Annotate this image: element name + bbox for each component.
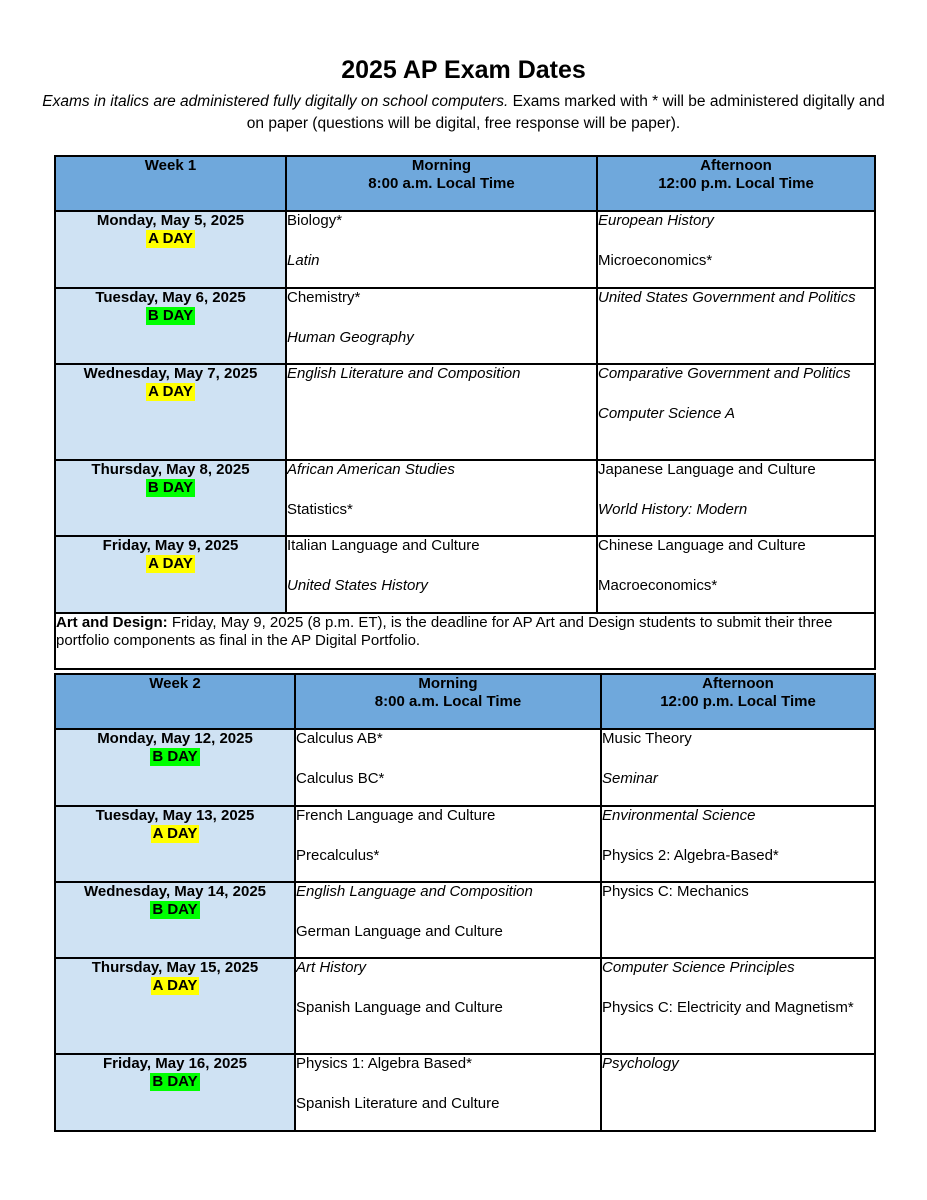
exam-date: Thursday, May 8, 2025 [91,461,250,478]
exam-name: Physics C: Electricity and Magnetism* [602,999,854,1016]
schedule-row [55,460,875,536]
morning-exams-cell [295,958,601,1054]
exam-name: Microeconomics* [598,252,713,269]
afternoon-exams-cell [597,364,875,460]
afternoon-title: Afternoon [700,157,772,174]
schedule-row [55,806,875,882]
afternoon-exams-cell [601,882,875,958]
page-title: 2025 AP Exam Dates [341,56,586,84]
afternoon-exams-cell [597,288,875,364]
day-cell [55,806,295,882]
exam-name: Physics 2: Algebra-Based* [602,847,779,864]
exam-date: Tuesday, May 6, 2025 [95,289,246,306]
exam-name: Statistics* [287,501,353,518]
exam-name: Spanish Language and Culture [296,999,503,1016]
exam-name: European History [598,212,714,229]
day-type-badge: A DAY [152,825,198,842]
week1-header-row [55,156,875,211]
exam-date: Tuesday, May 13, 2025 [95,807,255,824]
exam-name: English Language and Composition [296,883,533,900]
morning-title: Morning [418,675,478,692]
morning-exams-cell [295,729,601,806]
exam-name: Biology* [287,212,343,229]
week1-afternoon-header [597,156,875,211]
week2-header-row [55,674,875,729]
exam-name: Spanish Literature and Culture [296,1095,500,1112]
exam-date: Friday, May 16, 2025 [103,1055,247,1072]
schedule-row [55,364,875,460]
exam-name: Human Geography [287,329,414,346]
day-type-badge: B DAY [152,1073,198,1090]
day-type-badge: A DAY [148,555,193,572]
exam-name: Chinese Language and Culture [598,537,806,554]
week1-rows [55,211,875,613]
exam-date: Wednesday, May 14, 2025 [83,883,267,900]
day-type-badge: B DAY [147,479,194,496]
morning-exams-cell [286,460,597,536]
morning-exams-cell [295,1054,601,1131]
morning-exams-cell [286,364,597,460]
afternoon-exams-cell [601,729,875,806]
exam-name: Comparative Government and Politics [598,365,851,382]
exam-name: Precalculus* [296,847,380,864]
day-cell [55,288,286,364]
schedule-row [55,958,875,1054]
day-type-badge: B DAY [147,307,194,324]
week2-table [54,673,876,1132]
exam-name: French Language and Culture [296,807,496,824]
schedule-row [55,729,875,806]
exam-name: Computer Science A [598,405,736,422]
exam-name: Music Theory [602,730,692,747]
schedule-row [55,288,875,364]
exam-date: Thursday, May 15, 2025 [91,959,259,976]
exam-name: United States Government and Politics [598,289,856,306]
day-type-badge: B DAY [152,748,198,765]
morning-exams-cell [295,806,601,882]
week2-afternoon-header [601,674,875,729]
exam-name: German Language and Culture [296,923,503,940]
schedule-row [55,211,875,288]
morning-time: 8:00 a.m. Local Time [368,175,515,192]
day-cell [55,729,295,806]
afternoon-time: 12:00 p.m. Local Time [658,175,814,192]
afternoon-exams-cell [601,1054,875,1131]
exam-name: Japanese Language and Culture [598,461,816,478]
week1-label: Week 1 [55,156,286,211]
afternoon-exams-cell [601,806,875,882]
morning-exams-cell [286,211,597,288]
week1-table [54,155,876,670]
afternoon-title: Afternoon [702,675,774,692]
exam-name: African American Studies [287,461,455,478]
exam-name: Chemistry* [287,289,361,306]
morning-time: 8:00 a.m. Local Time [374,693,522,710]
afternoon-exams-cell [597,536,875,613]
exam-name: Macroeconomics* [598,577,718,594]
day-cell [55,958,295,1054]
day-cell [55,364,286,460]
day-type-badge: A DAY [148,383,193,400]
afternoon-exams-cell [597,211,875,288]
exam-name: Art History [296,959,367,976]
exam-name: Latin [287,252,320,269]
week2-label: Week 2 [55,674,295,729]
note-label: Art and Design: [56,614,168,631]
day-type-badge: A DAY [152,977,198,994]
afternoon-exams-cell [597,460,875,536]
exam-date: Monday, May 12, 2025 [97,730,253,747]
art-design-note-row [55,613,875,669]
day-type-badge: A DAY [148,230,193,247]
exam-name: United States History [287,577,428,594]
day-cell [55,460,286,536]
intro-italic-text: Exams in italics are administered fully digitally on school computers. [42,93,509,110]
exam-name: Physics C: Mechanics [602,883,749,900]
morning-exams-cell [286,288,597,364]
exam-name: Calculus BC* [296,770,385,787]
exam-name: English Literature and Composition [287,365,521,382]
schedule-row [55,1054,875,1131]
exam-name: Italian Language and Culture [287,537,480,554]
day-cell [55,536,286,613]
schedule-row [55,536,875,613]
exam-name: World History: Modern [598,501,748,518]
morning-exams-cell [295,882,601,958]
exam-name: Environmental Science [602,807,756,824]
week2-rows [55,729,875,1131]
intro-regular-text: Exams marked with * will be administered digitally and on paper (questions will be digital, free response will be paper). [246,93,885,132]
exam-name: Seminar [602,770,658,787]
day-type-badge: B DAY [152,901,198,918]
day-cell [55,882,295,958]
exam-date: Friday, May 9, 2025 [102,537,239,554]
exam-date: Monday, May 5, 2025 [96,212,245,229]
week2-morning-header [295,674,601,729]
day-cell [55,211,286,288]
intro-text [40,91,887,135]
exam-name: Computer Science Principles [602,959,795,976]
day-cell [55,1054,295,1131]
morning-title: Morning [411,157,472,174]
exam-name: Calculus AB* [296,730,383,747]
art-design-note [55,613,875,669]
note-text: Friday, May 9, 2025 (8 p.m. ET), is the deadline for AP Art and Design students to submit their three portfolio components as final in the AP Digital Portfolio. [56,614,833,649]
schedule-row [55,882,875,958]
afternoon-exams-cell [601,958,875,1054]
week1-morning-header [286,156,597,211]
exam-name: Psychology [602,1055,679,1072]
afternoon-time: 12:00 p.m. Local Time [660,693,816,710]
exam-name: Physics 1: Algebra Based* [296,1055,472,1072]
exam-date: Wednesday, May 7, 2025 [83,365,258,382]
morning-exams-cell [286,536,597,613]
